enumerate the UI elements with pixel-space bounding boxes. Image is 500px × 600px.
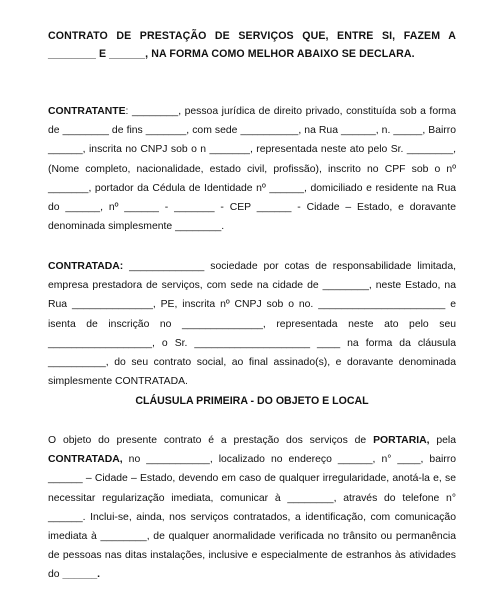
- contratante-text: : ________, pessoa jurídica de direito privado, constituída sob a forma de ________ de fins _______, com sede __________, na Rua ______, n. _____, Bairro ______, inscrita no CNPJ sob o n _______, representada neste ato pelo Sr. ________, (Nome completo, nacionalidade, estado civil, profissão), inscrito no CPF sob o nº _______, portador da Cédula de Identidade nº ______, domiciliado e residente na Rua do ______, nº ______ - _______ - CEP ______ - Cidade – Estado, e doravante denominada simplesmente ________.: [48, 106, 456, 233]
- contratada-label: CONTRATADA:: [48, 261, 124, 272]
- contratante-label: CONTRATANTE: [48, 106, 126, 117]
- contract-title: CONTRATO DE PRESTAÇÃO DE SERVIÇOS QUE, ENTRE SI, FAZEM A ________ E ______, NA FORMA COMO MELHOR ABAIXO SE DECLARA.: [48, 30, 456, 60]
- clausula-text-2: pela: [429, 435, 456, 446]
- portaria-bold: PORTARIA,: [373, 435, 430, 446]
- final-blank-bold: ______.: [62, 569, 101, 581]
- clausula-text-1: O objeto do presente contrato é a prestação dos serviços de: [48, 435, 374, 446]
- clausula-primeira-heading: CLÁUSULA PRIMEIRA - DO OBJETO E LOCAL: [135, 395, 369, 407]
- clausula-text-3: no ___________, localizado no endereço ______, n° ____, bairro ______ – Cidade – Estado, devendo em caso de qualquer irregularidade, anotá-la e, se necessitar regularização imediata, comunicar à ________, através do telefone n° ______. Inclui-se, ainda, nos serviços contratados, a identificação, com comunicação imediata à ________, de qualquer anormalidade verificada no trânsito ou permanência de pessoas nas ditas instalações, inclusive e especialmente de estranhos às atividades do: [48, 454, 456, 581]
- clausula-primeira-paragraph: [48, 431, 456, 585]
- contratada-bold: CONTRATADA,: [48, 454, 123, 466]
- contratada-text: _____________ sociedade por cotas de responsabilidade limitada, empresa prestadora de serviços, com sede na cidade de ________, neste Estado, na Rua ______________, PE, inscrita nº CNPJ sob o no. ______________________ e isenta de inscrição no ______________, representada neste ato pelo seu __________________, o Sr. ____________________ ____ na forma da cláusula __________, do seu contrato social, ao final assinado(s), e doravante denominada simplesmente CONTRATADA.: [48, 261, 456, 388]
- contratada-paragraph: [48, 257, 456, 391]
- contratante-paragraph: [48, 102, 456, 236]
